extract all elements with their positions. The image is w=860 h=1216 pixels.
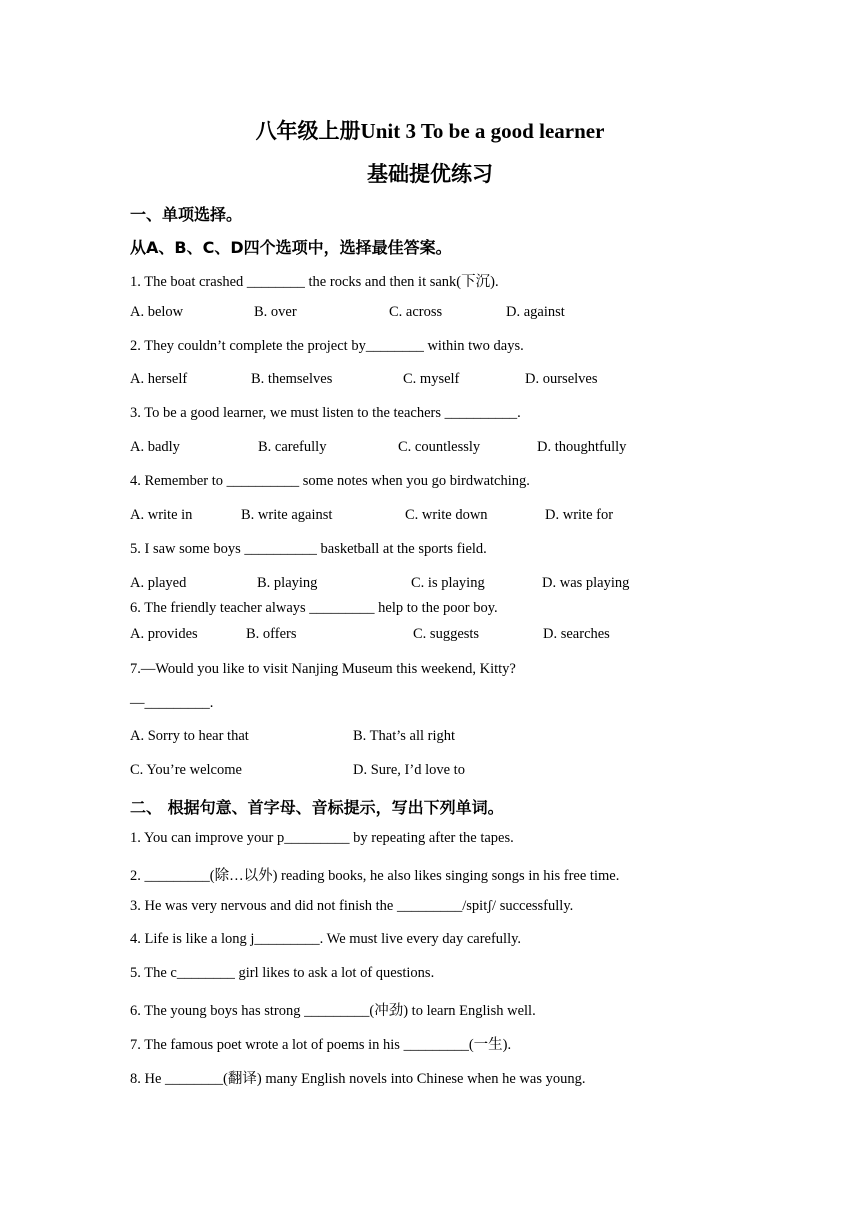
document-subtitle: 基础提优练习: [367, 162, 493, 186]
question-2-option-d: D. ourselves: [525, 371, 598, 387]
question-3-stem: 3. To be a good learner, we must listen to the teachers __________.: [130, 405, 521, 421]
question-6-option-c: C. suggests: [413, 626, 480, 642]
fill-item-1: 1. You can improve your p_________ by repeating after the tapes.: [130, 830, 514, 846]
question-6-option-b: B. offers: [246, 626, 297, 642]
question-1-option-b: B. over: [254, 304, 297, 320]
question-5-option-c: C. is playing: [411, 575, 485, 591]
question-2-option-b: B. themselves: [251, 371, 333, 387]
question-7-reply: —_________.: [130, 695, 214, 711]
fill-item-8: 8. He ________(翻译) many English novels into Chinese when he was young.: [130, 1071, 586, 1087]
question-7-option-a: A. Sorry to hear that: [130, 728, 249, 744]
fill-item-2: 2. _________(除…以外) reading books, he also likes singing songs in his free time.: [130, 868, 620, 884]
question-5-option-d: D. was playing: [542, 575, 630, 591]
section1-instruction: 从A、B、C、D四个选项中，选择最佳答案。: [130, 238, 452, 257]
fill-item-5: 5. The c________ girl likes to ask a lot of questions.: [130, 965, 435, 981]
question-1-option-d: D. against: [506, 304, 565, 320]
question-4-stem: 4. Remember to __________ some notes when you go birdwatching.: [130, 473, 530, 489]
question-1-stem: 1. The boat crashed ________ the rocks and then it sank(下沉).: [130, 274, 499, 290]
section2-heading: 二、 根据句意、首字母、音标提示，写出下列单词。: [130, 798, 504, 817]
question-1-option-c: C. across: [389, 304, 443, 320]
fill-item-3: 3. He was very nervous and did not finish the _________/spitʃ/ successfully.: [130, 898, 574, 914]
question-5-stem: 5. I saw some boys __________ basketball at the sports field.: [130, 541, 487, 557]
question-4-option-d: D. write for: [545, 507, 614, 523]
question-7-option-c: C. You’re welcome: [130, 762, 242, 778]
question-2-option-a: A. herself: [130, 371, 188, 387]
question-6-option-a: A. provides: [130, 626, 198, 642]
question-2-stem: 2. They couldn’t complete the project by________ within two days.: [130, 338, 524, 354]
fill-item-4: 4. Life is like a long j_________. We must live every day carefully.: [130, 931, 522, 947]
question-6-option-d: D. searches: [543, 626, 610, 642]
question-6-stem: 6. The friendly teacher always _________ help to the poor boy.: [130, 600, 498, 616]
question-4-option-c: C. write down: [405, 507, 488, 523]
question-4-option-a: A. write in: [130, 507, 193, 523]
document-title: 八年级上册Unit 3 To be a good learner: [255, 119, 605, 143]
question-1-option-a: A. below: [130, 304, 184, 320]
fill-item-6: 6. The young boys has strong _________(冲劲) to learn English well.: [130, 1003, 536, 1019]
question-7-option-b: B. That’s all right: [353, 728, 456, 744]
section1-heading: 一、单项选择。: [130, 205, 243, 224]
question-4-option-b: B. write against: [241, 507, 333, 523]
question-2-option-c: C. myself: [403, 371, 460, 387]
question-3-option-b: B. carefully: [258, 439, 327, 455]
question-5-option-a: A. played: [130, 575, 187, 591]
fill-item-7: 7. The famous poet wrote a lot of poems in his _________(一生).: [130, 1037, 512, 1053]
question-7-stem: 7.—Would you like to visit Nanjing Museum this weekend, Kitty?: [130, 661, 516, 677]
question-3-option-c: C. countlessly: [398, 439, 481, 455]
question-3-option-a: A. badly: [130, 439, 180, 455]
question-7-option-d: D. Sure, I’d love to: [353, 762, 465, 778]
question-5-option-b: B. playing: [257, 575, 318, 591]
question-3-option-d: D. thoughtfully: [537, 439, 627, 455]
